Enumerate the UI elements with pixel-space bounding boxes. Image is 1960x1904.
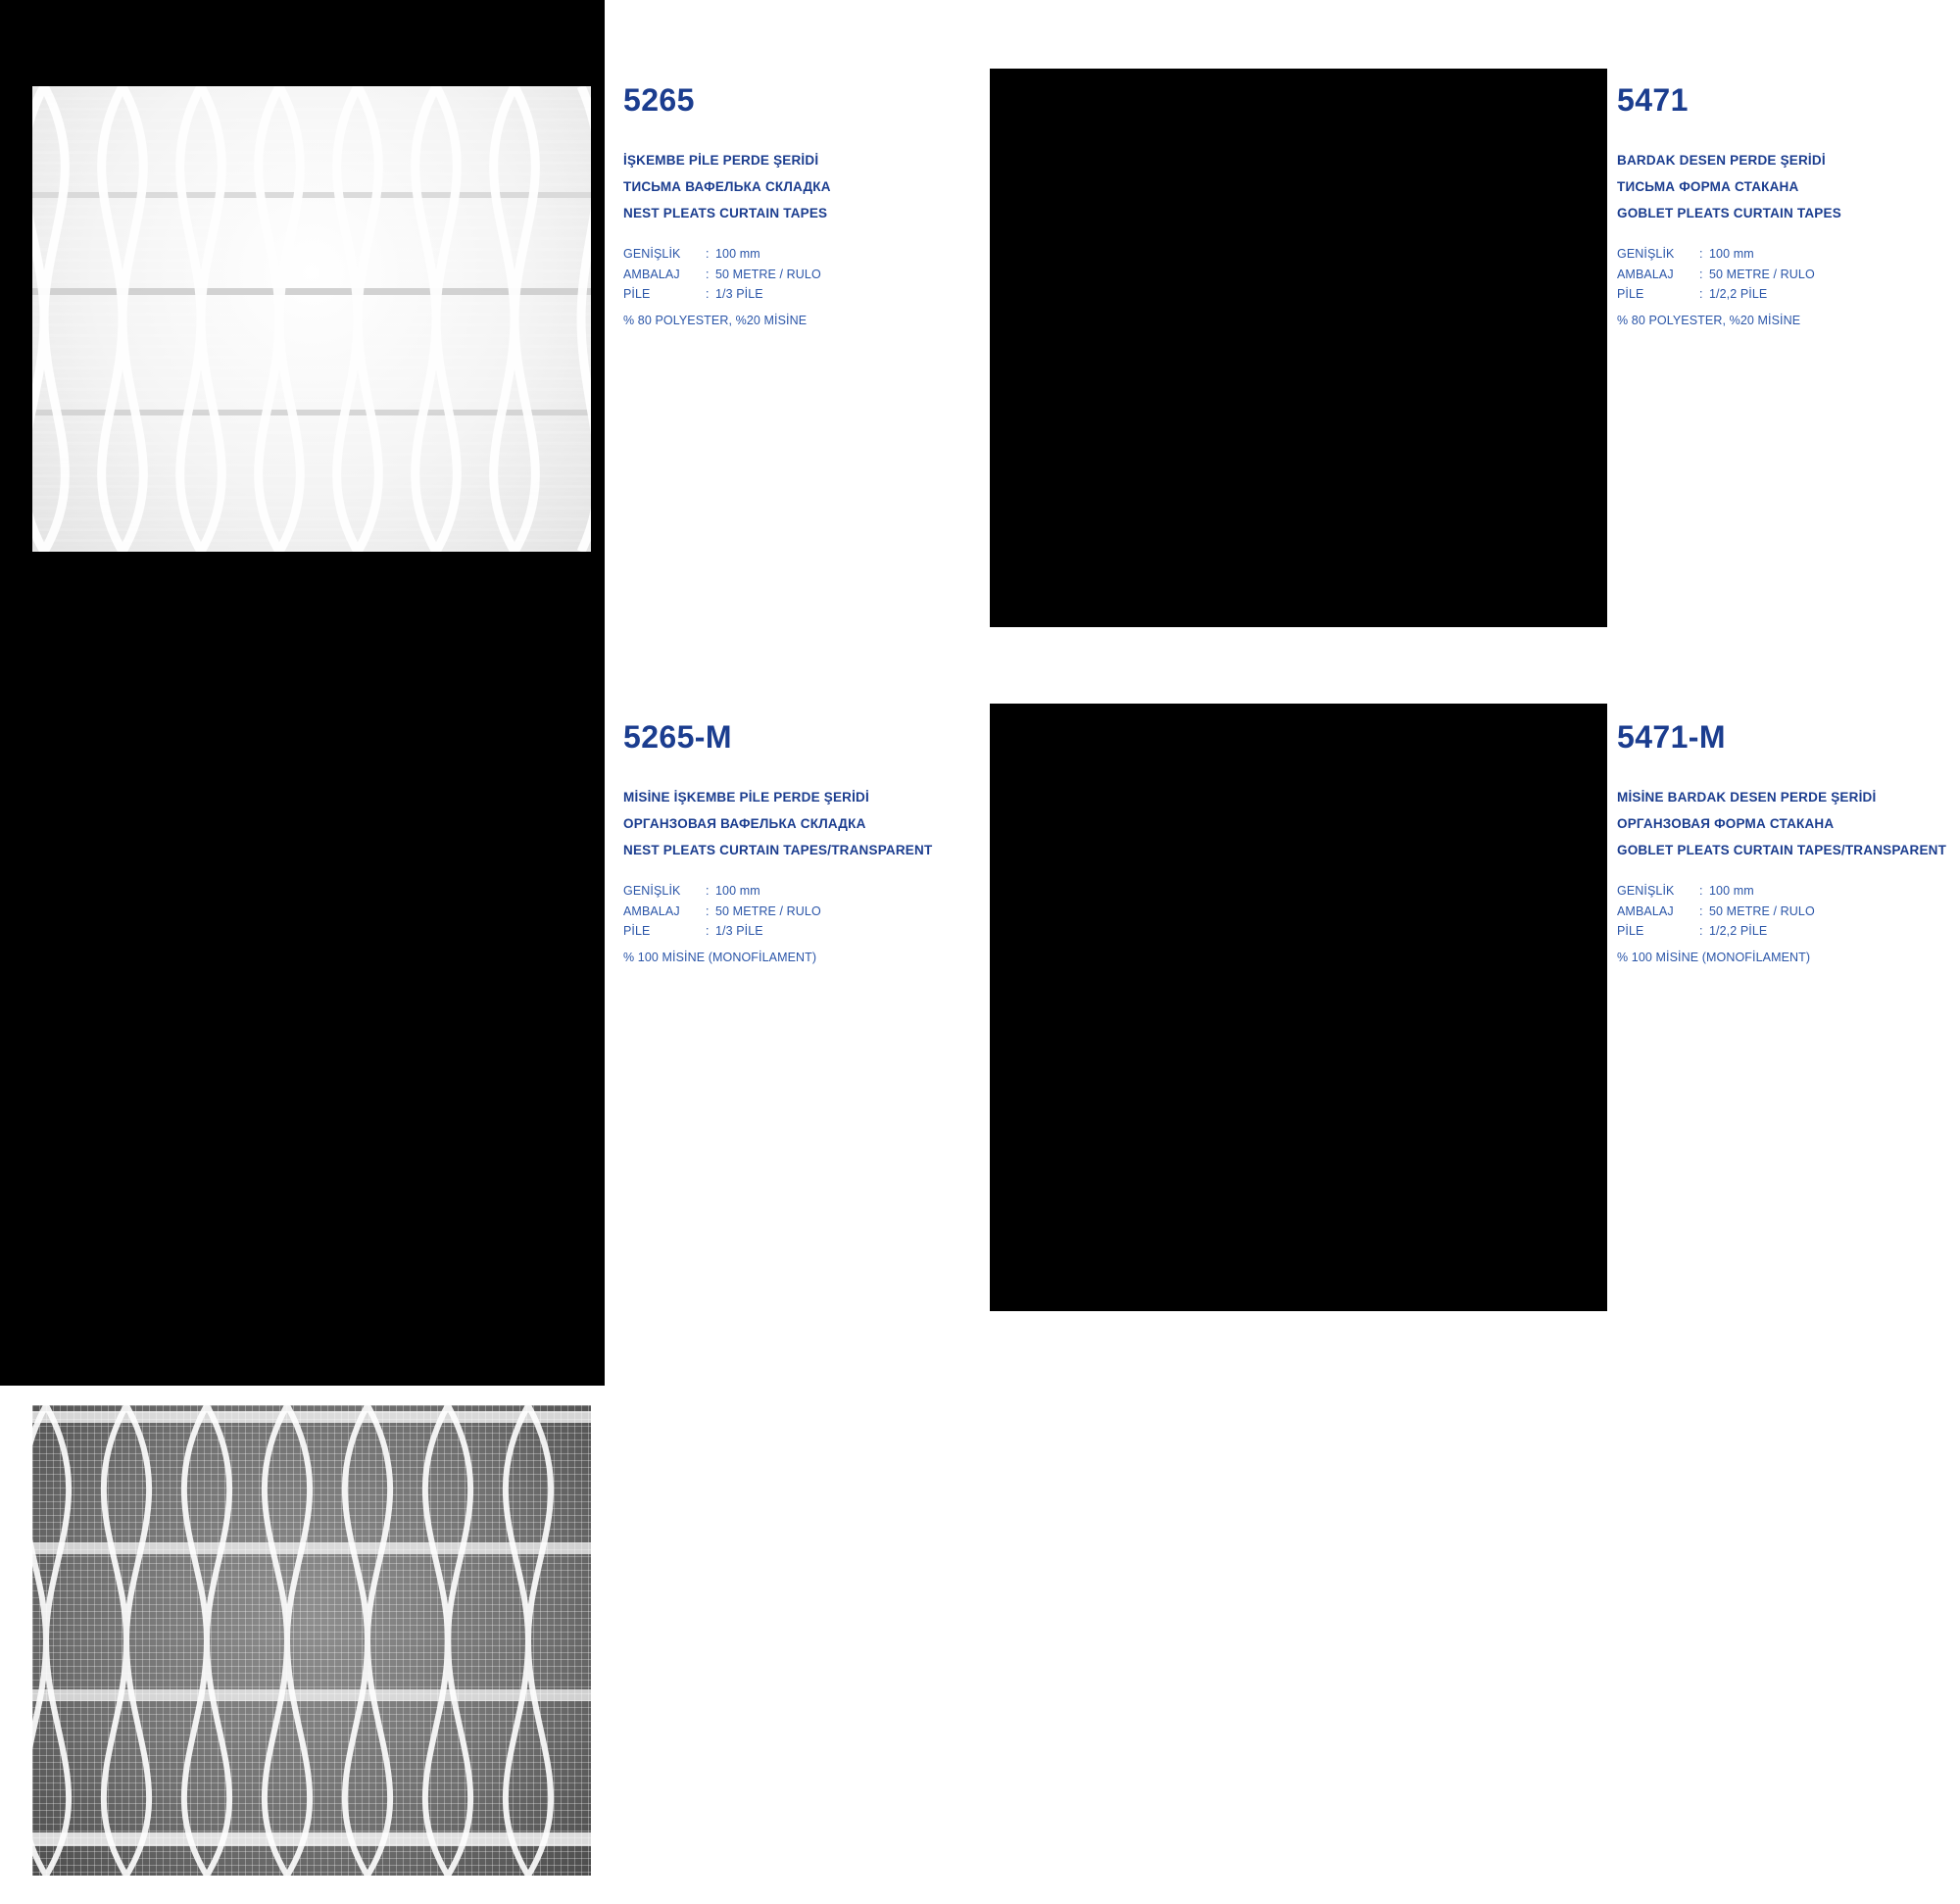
spec-separator: : — [1699, 903, 1703, 918]
spec-label: PİLE — [1617, 287, 1644, 301]
spec-separator: : — [1699, 287, 1703, 301]
spec-row — [1617, 881, 1960, 902]
product-names — [1617, 147, 1950, 226]
spec-label: AMBALAJ — [623, 903, 680, 918]
product-names — [623, 784, 976, 863]
spec-value: 100 mm — [715, 247, 760, 261]
spec-label: GENİŞLİK — [1617, 247, 1675, 261]
spec-separator: : — [706, 903, 710, 918]
spec-value: 100 mm — [715, 884, 760, 898]
spec-row — [623, 284, 956, 305]
product-panel-5471-m — [990, 704, 1607, 1311]
spec-separator: : — [1699, 924, 1703, 938]
product-code: 5471-M — [1617, 719, 1726, 755]
spec-separator: : — [706, 267, 710, 281]
spec-separator: : — [706, 287, 710, 301]
spec-value: 50 METRE / RULO — [1709, 903, 1815, 918]
spec-label: GENİŞLİK — [623, 884, 681, 898]
spec-separator: : — [1699, 247, 1703, 261]
product-name-en: NEST PLEATS CURTAIN TAPES — [623, 206, 828, 220]
nest-pleat-lattice — [32, 86, 591, 552]
product-name-ru: ТИСЬМА ФОРМА СТАКАНА — [1617, 179, 1799, 194]
product-name-en: NEST PLEATS CURTAIN TAPES/TRANSPARENT — [623, 843, 933, 857]
spec-label: PİLE — [623, 924, 651, 938]
product-names — [623, 147, 956, 226]
spec-row — [623, 902, 976, 922]
nest-pleat-lattice — [32, 1405, 591, 1876]
spec-separator: : — [1699, 884, 1703, 898]
spec-value: 1/2,2 PİLE — [1709, 924, 1768, 938]
spec-row — [623, 265, 956, 285]
product-info-5471 — [1617, 84, 1950, 330]
spec-value: 100 mm — [1709, 884, 1754, 898]
product-specs — [623, 244, 956, 330]
product-name-tr: MİSİNE İŞKEMBE PİLE PERDE ŞERİDİ — [623, 790, 869, 805]
product-name-ru: ОРГАНЗОВАЯ ФОРМА СТАКАНА — [1617, 816, 1835, 831]
product-name-tr: MİSİNE BARDAK DESEN PERDE ŞERİDİ — [1617, 790, 1877, 805]
spec-label: GENİŞLİK — [623, 247, 681, 261]
product-image-5265-m — [32, 1405, 591, 1876]
spec-value: 50 METRE / RULO — [715, 267, 821, 281]
spec-value: 100 mm — [1709, 247, 1754, 261]
spec-row — [1617, 265, 1950, 285]
product-composition: % 80 POLYESTER, %20 MİSİNE — [623, 313, 808, 327]
spec-separator: : — [706, 884, 710, 898]
product-names — [1617, 784, 1960, 863]
product-name-en: GOBLET PLEATS CURTAIN TAPES/TRANSPARENT — [1617, 843, 1947, 857]
spec-value: 50 METRE / RULO — [1709, 267, 1815, 281]
product-specs — [623, 881, 976, 967]
spec-value: 1/3 PİLE — [715, 287, 763, 301]
product-panel-5265-m — [0, 680, 605, 1386]
spec-label: GENİŞLİK — [1617, 884, 1675, 898]
spec-separator: : — [706, 924, 710, 938]
product-composition: % 100 MİSİNE (MONOFİLAMENT) — [623, 950, 817, 964]
product-code: 5471 — [1617, 82, 1689, 118]
product-image-5265 — [32, 86, 591, 552]
spec-label: AMBALAJ — [1617, 903, 1674, 918]
product-info-5471-m — [1617, 721, 1960, 967]
spec-row — [623, 881, 976, 902]
product-composition: % 100 MİSİNE (MONOFİLAMENT) — [1617, 950, 1811, 964]
product-info-5265 — [623, 84, 956, 330]
product-specs — [1617, 244, 1950, 330]
product-panel-5471 — [990, 69, 1607, 627]
spec-label: PİLE — [623, 287, 651, 301]
spec-row — [623, 921, 976, 942]
spec-value: 1/2,2 PİLE — [1709, 287, 1768, 301]
spec-label: AMBALAJ — [1617, 267, 1674, 281]
product-name-en: GOBLET PLEATS CURTAIN TAPES — [1617, 206, 1841, 220]
spec-value: 1/3 PİLE — [715, 924, 763, 938]
product-composition: % 80 POLYESTER, %20 MİSİNE — [1617, 313, 1801, 327]
product-panel-5265 — [0, 0, 605, 680]
spec-label: AMBALAJ — [623, 267, 680, 281]
spec-row — [623, 244, 956, 265]
spec-row — [1617, 284, 1950, 305]
product-name-tr: İŞKEMBE PİLE PERDE ŞERİDİ — [623, 153, 819, 168]
spec-row — [1617, 902, 1960, 922]
spec-row — [1617, 244, 1950, 265]
product-name-ru: ОРГАНЗОВАЯ ВАФЕЛЬКА СКЛАДКА — [623, 816, 866, 831]
spec-separator: : — [1699, 267, 1703, 281]
product-name-tr: BARDAK DESEN PERDE ŞERİDİ — [1617, 153, 1826, 168]
spec-row — [1617, 921, 1960, 942]
spec-value: 50 METRE / RULO — [715, 903, 821, 918]
product-specs — [1617, 881, 1960, 967]
product-info-5265-m — [623, 721, 976, 967]
spec-separator: : — [706, 247, 710, 261]
product-name-ru: ТИСЬМА ВАФЕЛЬКА СКЛАДКА — [623, 179, 831, 194]
product-code: 5265 — [623, 82, 695, 118]
product-code: 5265-M — [623, 719, 732, 755]
spec-label: PİLE — [1617, 924, 1644, 938]
